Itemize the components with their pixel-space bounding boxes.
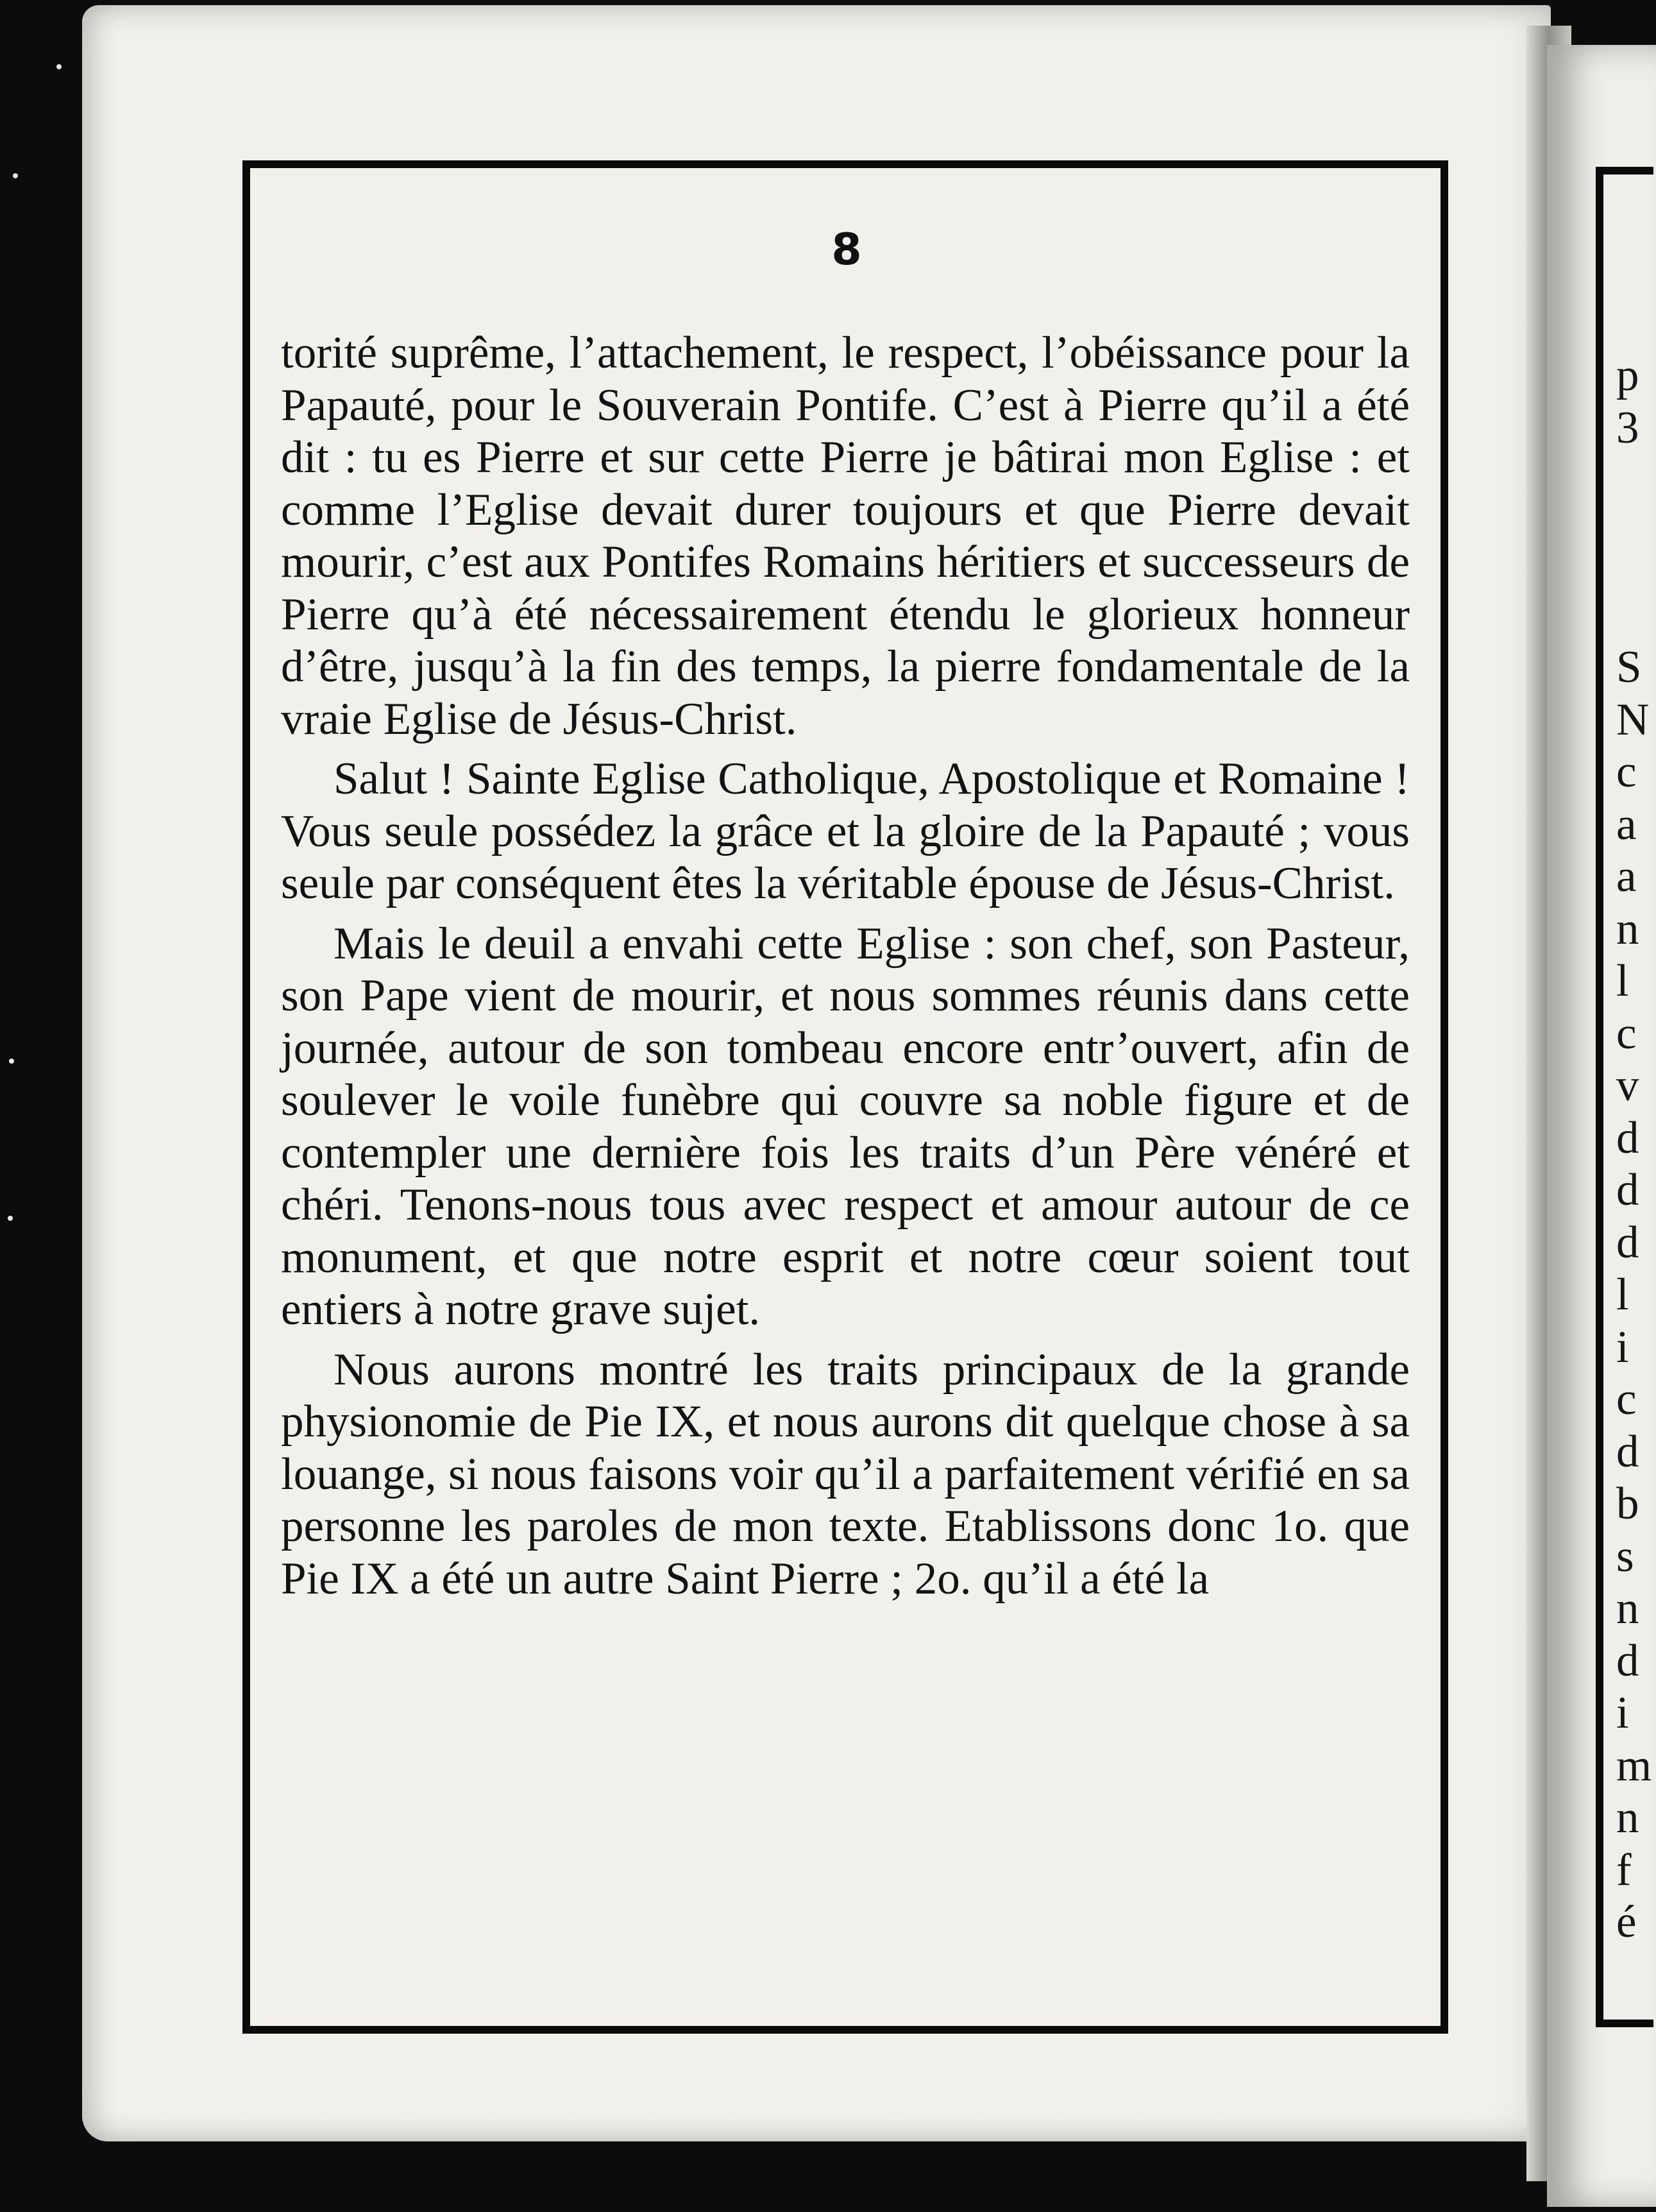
paragraph-1: torité suprême, l’attachement, le respect, l’obéissance pour la Papauté, pour le Souverain Pontife. C’est à Pierre qu’il a été dit : tu es Pierre et sur cette Pierre je bâtirai mon Eglise : et comme l’Eglise devait durer toujours et que Pierre devait mourir, c’est aux Pontifes Romains héritiers et successeurs de Pierre qu’à été nécessairement étendu le glorieux honneur d’être, jusqu’à la fin des temps, la pierre fondamentale de la vraie Eglise de Jésus-Christ. (281, 328, 1410, 744)
facing-fragment: S (1616, 642, 1642, 692)
facing-page-top-fragments (1616, 350, 1644, 454)
facing-fragment: i (1616, 1322, 1629, 1372)
scan-speck (13, 173, 18, 178)
paragraph-4: Nous aurons montré les traits principaux de la grande physionomie de Pie IX, et nous aurons dit quelque chose à sa louange, si nous faisons voir qu’il a parfaitement vérifié en sa personne les paroles de mon texte. Etablissons donc 1o. que Pie IX a été un autre Saint Pierre ; 2o. qu’il a été la (281, 1344, 1410, 1604)
facing-fragment: l (1616, 956, 1629, 1006)
facing-fragment: 3 (1616, 402, 1639, 453)
facing-fragment: v (1616, 1060, 1639, 1110)
facing-fragment: d (1616, 1426, 1639, 1477)
facing-fragment: i (1616, 1688, 1629, 1738)
facing-fragment: a (1616, 799, 1637, 849)
facing-fragment: m (1616, 1740, 1652, 1791)
facing-fragment: p (1616, 350, 1639, 400)
facing-fragment: c (1616, 1008, 1637, 1059)
facing-fragment: s (1616, 1531, 1634, 1581)
facing-fragment: b (1616, 1479, 1639, 1529)
paragraph-2: Salut ! Sainte Eglise Catholique, Apostolique et Romaine ! Vous seule possédez la grâce et la gloire de la Papauté ; vous seule par conséquent êtes la véritable épouse de Jésus-Christ. (281, 754, 1410, 908)
facing-fragment: n (1616, 903, 1639, 954)
facing-fragment: a (1616, 851, 1637, 901)
scan-speck (8, 1216, 13, 1221)
body-text (281, 327, 1410, 1605)
facing-page-column-fragments (1616, 642, 1652, 1949)
facing-fragment: l (1616, 1270, 1629, 1320)
scan-speck (56, 64, 62, 69)
scan-speck (9, 1059, 14, 1064)
facing-fragment: é (1616, 1897, 1637, 1947)
facing-fragment: d (1616, 1217, 1639, 1268)
paragraph-3: Mais le deuil a envahi cette Eglise : son chef, son Pasteur, son Pape vient de mourir, et nous sommes réunis dans cette journée, autour de son tombeau encore entr’ouvert, afin de soulever le voile funèbre qui couvre sa noble figure et de contempler une dernière fois les traits d’un Père vénéré et chéri. Tenons-nous tous avec respect et amour autour de ce monument, et que notre esprit et notre cœur soient tout entiers à notre grave sujet. (281, 918, 1410, 1334)
facing-fragment: c (1616, 1374, 1637, 1424)
facing-fragment: n (1616, 1792, 1639, 1842)
facing-fragment: n (1616, 1583, 1639, 1633)
facing-fragment: c (1616, 747, 1637, 797)
facing-fragment: N (1616, 694, 1650, 745)
facing-fragment: d (1616, 1112, 1639, 1163)
facing-fragment: f (1616, 1844, 1632, 1895)
page-number: 8 (831, 225, 862, 275)
facing-fragment: d (1616, 1165, 1639, 1215)
facing-fragment: d (1616, 1635, 1639, 1686)
